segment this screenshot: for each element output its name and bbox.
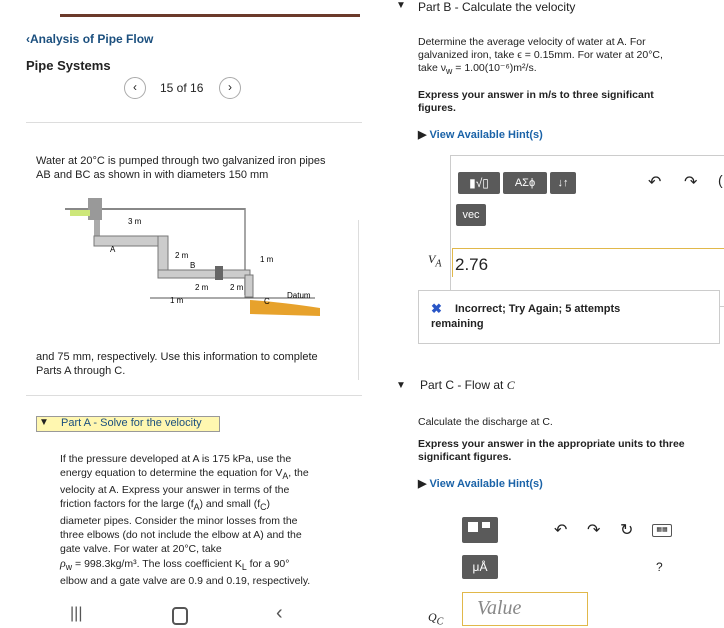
next-button[interactable]: [219, 77, 241, 99]
label-a: A: [110, 245, 116, 254]
recent-apps-icon[interactable]: |||: [70, 605, 83, 622]
part-a-line: velocity at A. Express your answer in terms of the: [60, 484, 290, 497]
part-a-line: friction factors for the large $(f_A)$ and small $(f_C)$: [60, 498, 270, 513]
outflow-water: [250, 300, 320, 316]
part-a-line: three elbows (do not include the elbow at A) and the: [60, 529, 302, 542]
part-a-body: [60, 452, 340, 588]
feedback-text-2: remaining: [431, 318, 484, 330]
undo-icon[interactable]: ↶: [554, 522, 568, 539]
units-button[interactable]: μÅ: [462, 555, 498, 579]
part-c-hint-link[interactable]: ▶ View Available Hint(s): [418, 478, 543, 490]
part-a-line: diameter pipes. Consider the minor losses from the: [60, 515, 298, 528]
undo-icon[interactable]: ↶: [648, 174, 662, 191]
chevron-left-icon: ‹: [133, 80, 137, 94]
part-a-line: $\rho_w = 998.3kg/m^3$. The loss coefficient $K_L$ for a 90°: [60, 556, 290, 573]
top-divider: [60, 14, 360, 17]
template-icon: [468, 522, 478, 532]
home-icon[interactable]: [172, 607, 188, 625]
part-b-desc: Determine the average velocity of water at A. For galvanized iron, take ϵ = 0.15mm. For water at 20°C, take $\nu_w = 1.00(10^{-6})m^2/s$.: [418, 36, 663, 77]
inlet-pipe: [70, 210, 90, 216]
redo-icon[interactable]: ↷: [684, 174, 698, 191]
qc-label: $Q_C$: [428, 610, 444, 628]
feedback-text-1: Incorrect; Try Again; 5 attempts: [455, 303, 621, 315]
help-button[interactable]: ?: [656, 560, 663, 574]
divider: [26, 395, 362, 396]
part-b-hint-link[interactable]: ▶ View Available Hint(s): [418, 129, 543, 141]
caret-down-icon[interactable]: ▼: [396, 0, 406, 11]
chevron-left-icon: ‹: [26, 32, 30, 46]
part-a-header[interactable]: [36, 416, 220, 432]
pipe-system-figure: [60, 190, 330, 320]
templates-button[interactable]: [458, 172, 500, 194]
redo-icon[interactable]: ↷: [587, 522, 601, 539]
part-c-title: Part C - Flow at C: [420, 378, 515, 392]
dim-2m: 2 m: [175, 251, 189, 260]
prev-button[interactable]: [124, 77, 146, 99]
va-label: $V_A$: [428, 252, 442, 270]
part-a-line: If the pressure developed at A is 175 kPa, use the: [60, 453, 292, 465]
part-a-title: Part A - Solve for the velocity: [61, 417, 202, 429]
reset-icon[interactable]: (: [718, 172, 723, 188]
label-c: C: [264, 297, 270, 306]
qc-input[interactable]: [462, 592, 588, 626]
dim-2m-a: 2 m: [195, 283, 209, 292]
chevron-right-icon: ›: [228, 80, 232, 94]
pipe-ab-vertical: [158, 236, 168, 274]
arrows-button[interactable]: ↓↑: [550, 172, 576, 194]
vec-button[interactable]: vec: [456, 204, 486, 226]
part-c-desc: Calculate the discharge at C.: [418, 416, 553, 428]
part-a-line: gate valve. For water at 20°C, take: [60, 543, 222, 556]
dim-2m-b: 2 m: [230, 283, 244, 292]
sqrt-icon: ▮√▯: [469, 176, 489, 190]
caret-down-icon: ▼: [39, 417, 49, 428]
pager-text: 15 of 16: [160, 81, 204, 95]
incorrect-icon: ✖: [431, 301, 442, 316]
templates-button[interactable]: [462, 517, 498, 543]
caret-right-icon: ▶: [418, 129, 427, 141]
part-a-line: energy equation to determine the equation for $V_A$, the: [60, 467, 309, 482]
part-b-title: Part B - Calculate the velocity: [418, 0, 576, 14]
dim-1m-right: 1 m: [260, 255, 274, 264]
problem-intro: Water at 20°C is pumped through two galvanized iron pipes AB and BC as shown in with diameters 150 mm: [36, 155, 326, 181]
caret-down-icon[interactable]: ▼: [396, 380, 406, 391]
part-a-line: elbow and a gate valve are 0.9 and 0.19, respectively.: [60, 575, 311, 588]
pipe-ab-horizontal: [94, 236, 164, 246]
gate-valve: [215, 266, 223, 280]
va-input[interactable]: [452, 248, 724, 277]
pipe-bc-vertical: [245, 275, 253, 297]
pump-body: [88, 198, 102, 220]
divider: [26, 122, 362, 123]
caret-right-icon: ▶: [418, 478, 427, 490]
right-panel: [362, 0, 724, 628]
back-link[interactable]: ‹Analysis of Pipe Flow: [26, 32, 154, 46]
part-c-instruction: Express your answer in the appropriate units to three significant figures.: [418, 438, 685, 463]
dim-1m-bottom: 1 m: [170, 296, 184, 305]
back-icon[interactable]: ‹: [276, 602, 283, 624]
reset-icon[interactable]: ↻: [620, 522, 634, 539]
label-b: B: [190, 261, 196, 270]
feedback-box: [418, 290, 720, 344]
dim-3m: 3 m: [128, 217, 142, 226]
problem-continued: and 75 mm, respectively. Use this information to complete Parts A through C.: [36, 351, 318, 377]
qc-placeholder: Value: [477, 597, 522, 619]
section-title: Pipe Systems: [26, 58, 111, 73]
greek-button[interactable]: ΑΣϕ: [503, 172, 547, 194]
part-b-instruction: Express your answer in m/s to three significant figures.: [418, 89, 654, 114]
template-icon: [482, 522, 490, 528]
datum-label: Datum: [287, 291, 311, 300]
panel-divider: [358, 220, 359, 380]
keyboard-icon[interactable]: ▦▦: [652, 524, 672, 537]
va-value: 2.76: [455, 255, 489, 274]
pipe-bc-horizontal: [158, 270, 250, 278]
